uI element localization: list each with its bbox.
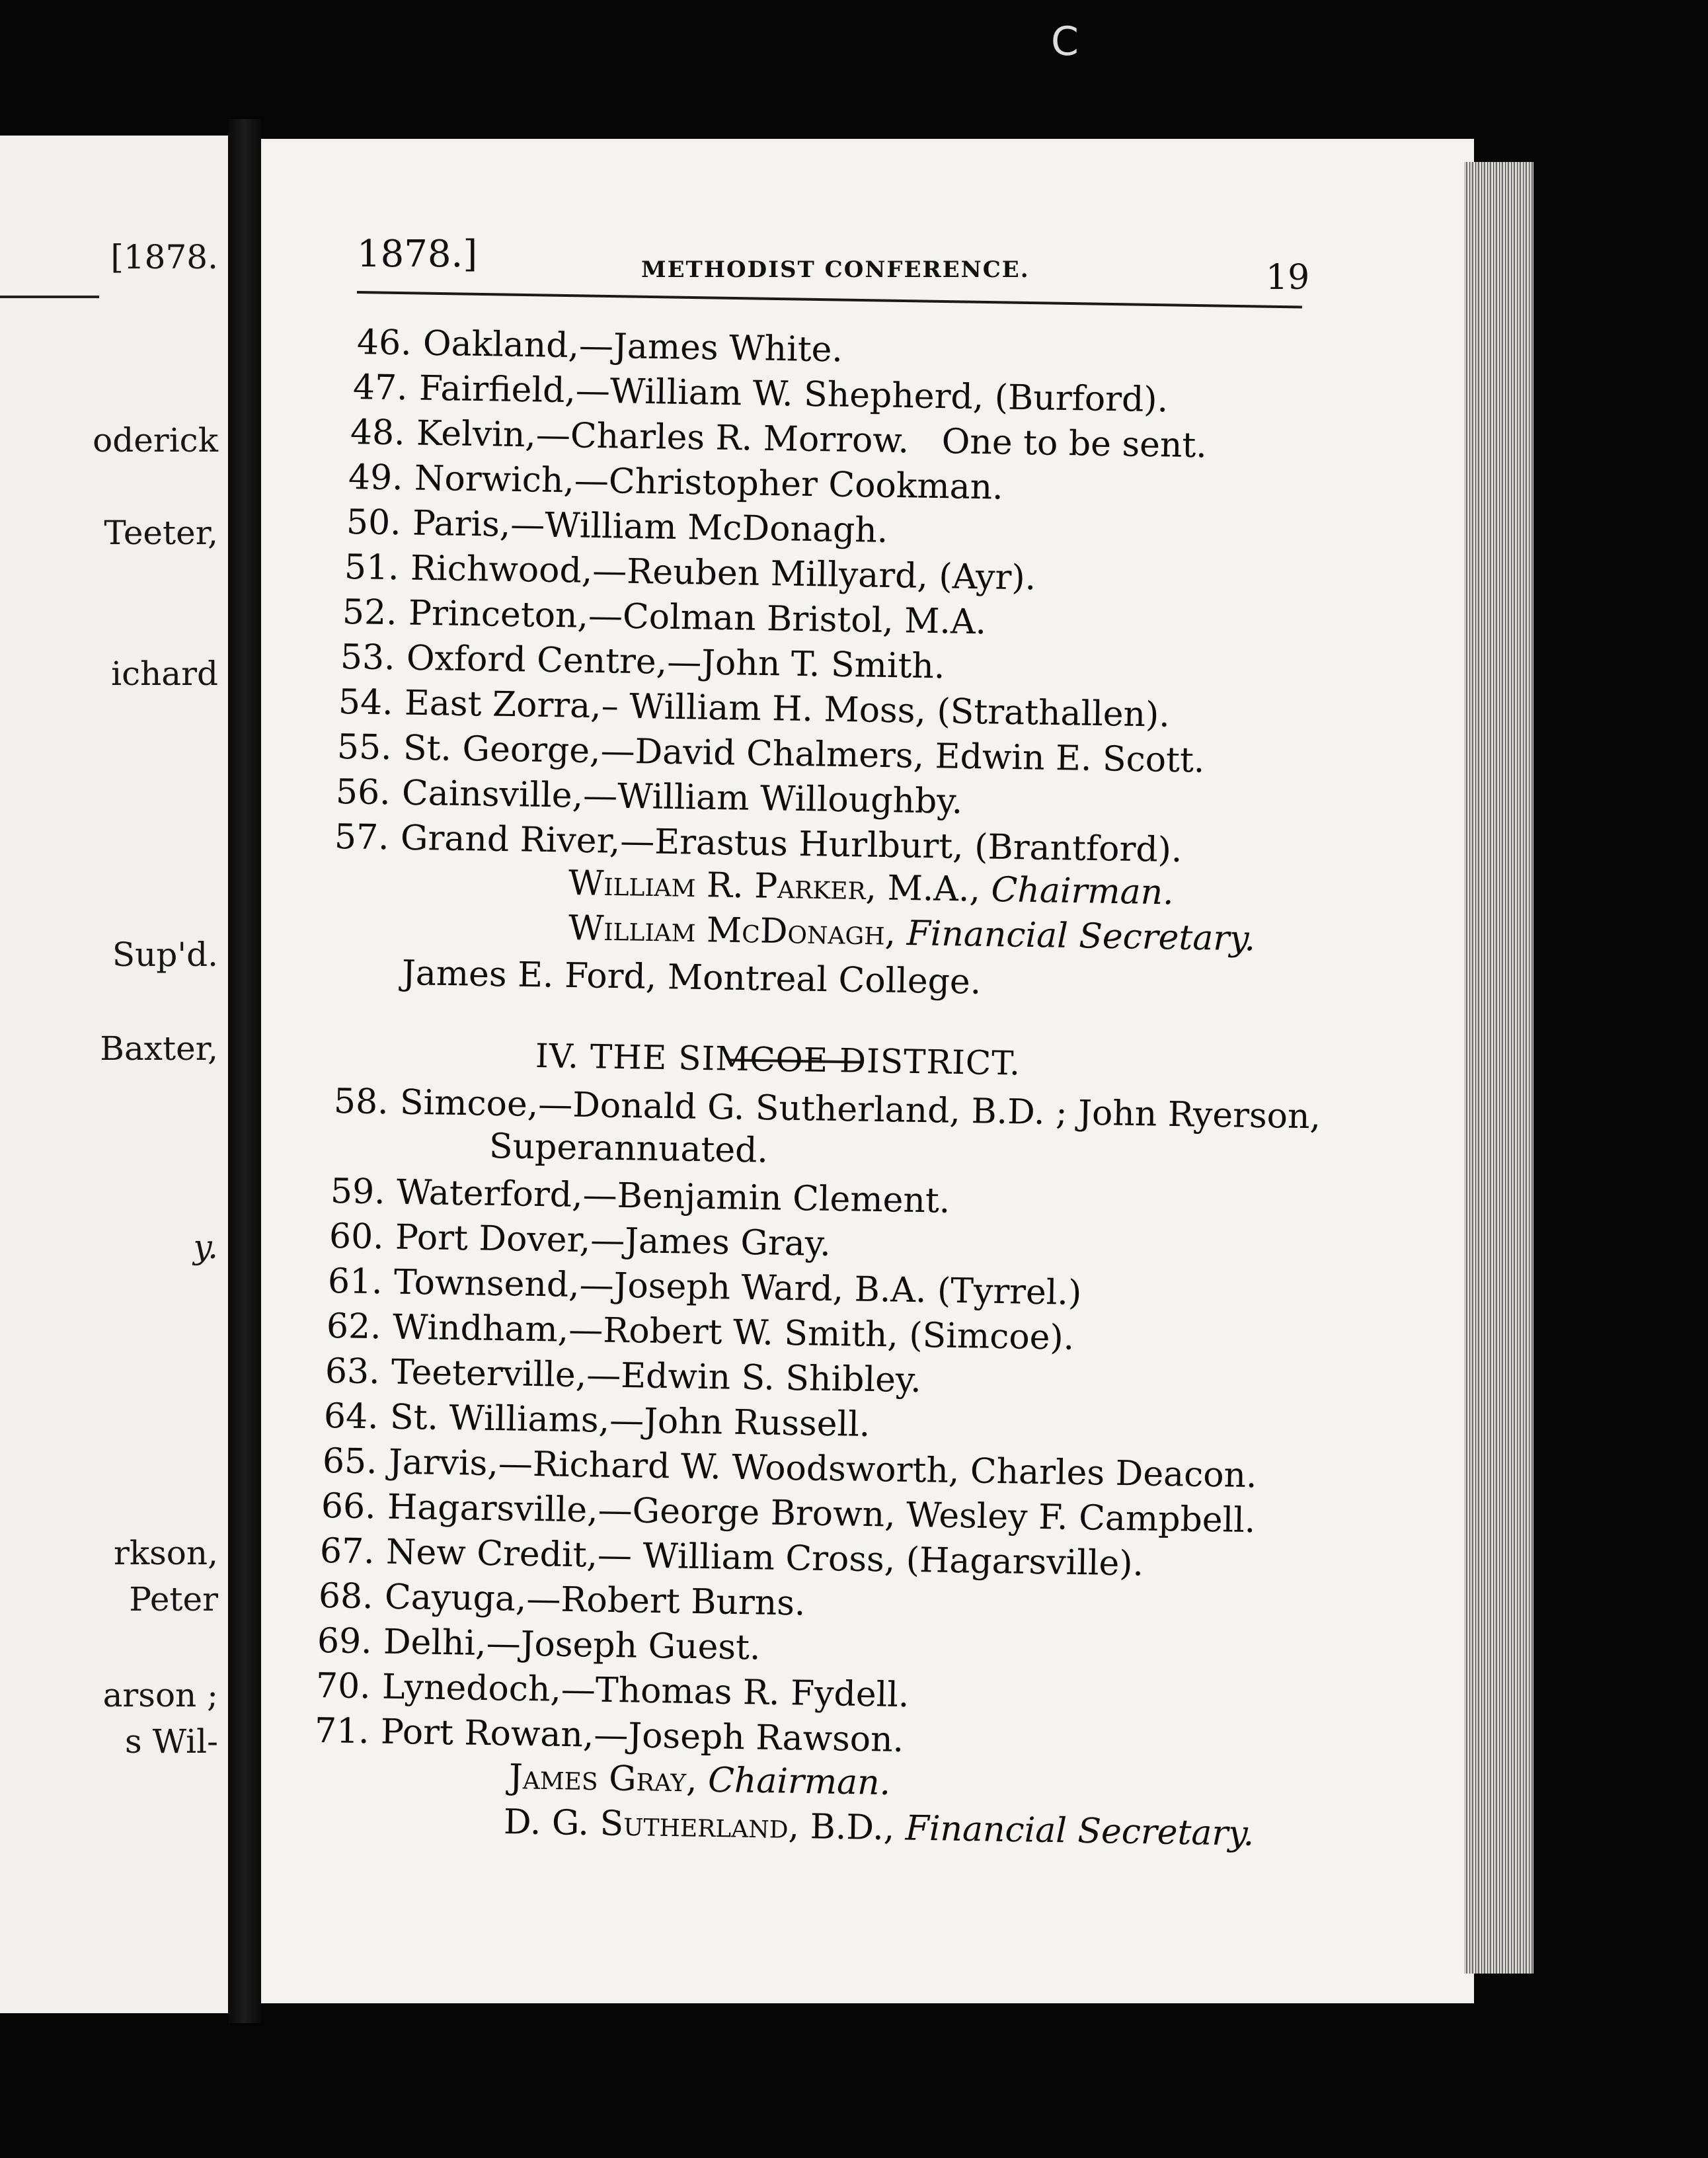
- running-head-title: METHODIST CONFERENCE.: [641, 257, 1030, 283]
- left-fragment: y.: [193, 1228, 218, 1266]
- station-entry: 55. St. George,—David Chalmers, Edwin E. Scott.: [336, 727, 1205, 781]
- station-entry: 71. Port Rowan,—Joseph Rawson.: [314, 1711, 904, 1760]
- station-entry: 48. Kelvin,—Charles R. Morrow. One to be sent.: [350, 413, 1208, 466]
- chairman-line: James Gray, Chairman.: [508, 1757, 891, 1804]
- left-fragment: ichard: [111, 655, 218, 693]
- left-fragment: arson ;: [102, 1676, 218, 1714]
- page-edges: [1464, 162, 1533, 1974]
- station-entry: 50. Paris,—William McDonagh.: [346, 502, 888, 551]
- book-gutter: [228, 119, 261, 2023]
- left-header-rule: [0, 296, 99, 298]
- station-entry: 58. Simcoe,—Donald G. Sutherland, B.D. ; John Ryerson,: [333, 1082, 1321, 1137]
- station-entry: 46. Oakland,—James White.: [356, 323, 843, 370]
- station-entry: 60. Port Dover,—James Gray.: [329, 1217, 832, 1264]
- left-fragment: s Wil-: [125, 1722, 218, 1761]
- station-entry: 51. Richwood,—Reuben Millyard, (Ayr).: [344, 547, 1036, 598]
- station-entry: 66. Hagarsville,—George Brown, Wesley F. Campbell.: [321, 1486, 1256, 1541]
- left-fragment: oderick: [93, 421, 218, 460]
- station-entry: 61. Townsend,—Joseph Ward, B.A. (Tyrrel.): [327, 1261, 1082, 1313]
- page-number: 19: [1266, 258, 1310, 298]
- station-entry: 70. Lynedoch,—Thomas R. Fydell.: [315, 1666, 910, 1716]
- left-fragment: Teeter,: [104, 514, 218, 552]
- station-entry: 56. Cainsville,—William Willoughby.: [335, 772, 963, 822]
- station-entry: 47. Fairfield,—William W. Shepherd, (Burford).: [352, 368, 1169, 420]
- station-entry: 64. St. Williams,—John Russell.: [323, 1396, 871, 1445]
- station-entry: 69. Delhi,—Joseph Guest.: [317, 1621, 761, 1668]
- left-fragment: Peter: [129, 1580, 218, 1618]
- station-entry: 54. East Zorra,– William H. Moss, (Strathallen).: [338, 682, 1171, 735]
- financial-secretary-line: D. G. Sutherland, B.D., Financial Secretary.: [503, 1802, 1255, 1854]
- scan-mark: C: [1051, 19, 1079, 65]
- station-entry: 63. Teeterville,—Edwin S. Shibley.: [325, 1351, 922, 1401]
- station-entry: 67. New Credit,— William Cross, (Hagarsville).: [319, 1531, 1144, 1584]
- left-fragment: rkson,: [113, 1534, 218, 1572]
- left-fragment: Baxter,: [100, 1029, 218, 1068]
- station-entry: 57. Grand River,—Erastus Hurlburt, (Brantford).: [334, 817, 1183, 871]
- station-entry: 68. Cayuga,—Robert Burns.: [318, 1576, 806, 1624]
- station-entry: 49. Norwich,—Christopher Cookman.: [348, 458, 1004, 508]
- station-entry: 59. Waterford,—Benjamin Clement.: [330, 1172, 951, 1221]
- previous-page-fragment: [0, 136, 228, 2013]
- station-entry: 65. Jarvis,—Richard W. Woodsworth, Charles Deacon.: [322, 1441, 1258, 1496]
- station-entry: 53. Oxford Centre,—John T. Smith.: [340, 637, 945, 687]
- section-heading: IV. THE SIMCOE DISTRICT.: [535, 1037, 1021, 1083]
- station-entry-continuation: Superannuated.: [488, 1127, 769, 1171]
- running-head-year: 1878.]: [357, 233, 478, 276]
- left-fragment: Sup'd.: [112, 936, 218, 974]
- left-fragment: [1878.: [110, 238, 218, 276]
- chairman-line: William R. Parker, M.A., Chairman.: [568, 863, 1175, 913]
- station-entry: 52. Princeton,—Colman Bristol, M.A.: [342, 592, 987, 643]
- station-entry: 62. Windham,—Robert W. Smith, (Simcoe).: [326, 1306, 1075, 1358]
- note-line: James E. Ford, Montreal College.: [401, 953, 982, 1002]
- financial-secretary-line: William McDonagh, Financial Secretary.: [568, 908, 1256, 959]
